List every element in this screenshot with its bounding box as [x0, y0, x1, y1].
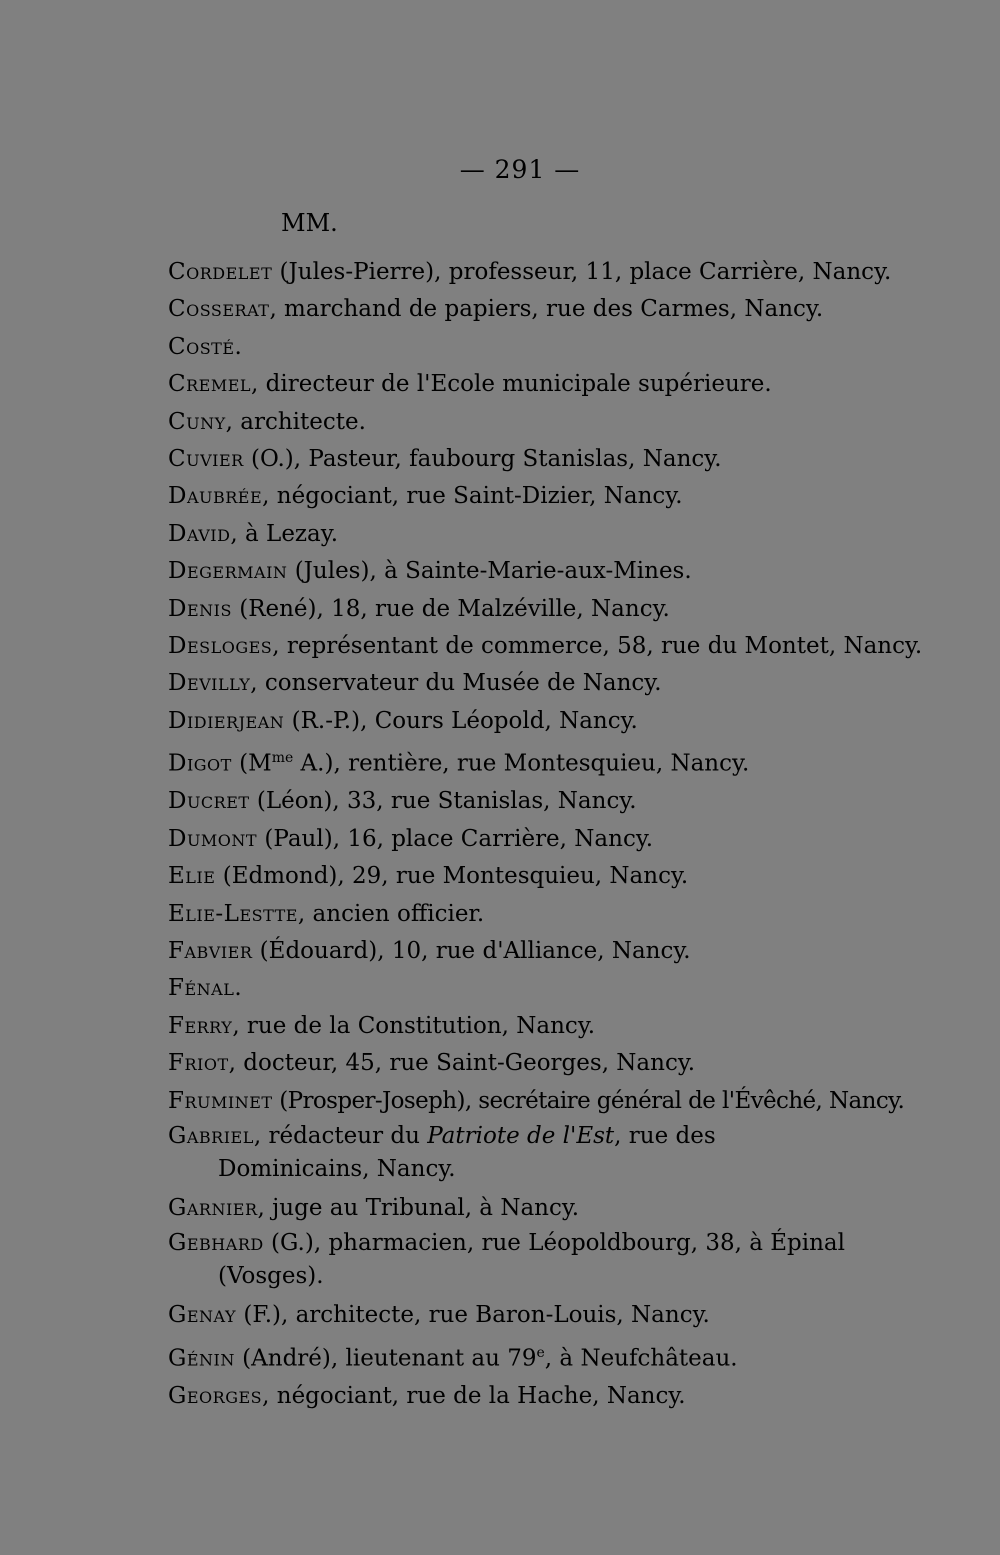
list-item [168, 366, 868, 403]
publication-title: Patriote de l'Est [427, 1123, 615, 1149]
list-item [168, 1120, 868, 1186]
member-details: A.), rentière, rue Montesquieu, Nancy. [293, 750, 750, 777]
member-name: Cosserat [168, 296, 270, 323]
member-name: Desloges [168, 633, 273, 660]
member-details: , marchand de papiers, rue des Carmes, Nancy. [269, 296, 824, 323]
list-item [168, 783, 868, 820]
member-details: , à Lezay. [230, 520, 339, 547]
list-item [168, 858, 868, 895]
member-name: David [168, 520, 231, 547]
member-details: , docteur, 45, rue Saint-Georges, Nancy. [228, 1050, 696, 1077]
list-item [168, 404, 868, 441]
list-item [168, 291, 868, 328]
member-details: , directeur de l'Ecole municipale supérieure. [251, 371, 772, 398]
member-name: Dumont [168, 825, 258, 852]
list-heading: MM. [281, 209, 338, 237]
list-item [168, 1045, 868, 1082]
member-details: , rue des Dominicains, Nancy. [218, 1123, 716, 1182]
member-name: Daubrée [168, 483, 263, 510]
member-name: Genay [168, 1302, 237, 1329]
member-details: , négociant, rue Saint-Dizier, Nancy. [262, 483, 683, 510]
member-name: Cordelet [168, 259, 273, 285]
member-name: Degermain [168, 558, 288, 585]
member-details: , juge au Tribunal, à Nancy. [257, 1195, 580, 1221]
superscript: e [536, 1344, 545, 1361]
member-name: Devilly [168, 670, 251, 697]
member-name: Denis [168, 595, 232, 622]
list-item [168, 740, 868, 783]
member-list [168, 254, 923, 1415]
member-name: Elie-Lestte [168, 900, 298, 927]
list-item [168, 1083, 905, 1120]
member-details: (Edmond), 29, rue Montesquieu, Nancy. [215, 863, 689, 890]
member-details-prefix: (M [231, 750, 272, 777]
member-name: Cuvier [168, 446, 244, 473]
member-details: . [234, 975, 242, 1002]
list-item [168, 1227, 868, 1293]
member-name: Georges [168, 1382, 263, 1409]
list-item [168, 516, 868, 553]
member-name: Ferry [168, 1012, 233, 1039]
member-name: Génin [168, 1345, 235, 1372]
list-item [168, 703, 868, 740]
member-name: Fabvier [168, 937, 253, 964]
member-details: (O.), Pasteur, faubourg Stanislas, Nancy. [243, 446, 722, 473]
member-details: (René), 18, rue de Malzéville, Nancy. [231, 595, 670, 622]
member-details: , négociant, rue de la Hache, Nancy. [262, 1382, 686, 1409]
member-details: , rue de la Constitution, Nancy. [232, 1012, 596, 1039]
member-name: Cuny [168, 408, 226, 435]
member-details: (Prosper-Joseph), secrétaire général de l'Évêché, Nancy. [272, 1087, 905, 1114]
member-details: (F.), architecte, rue Baron-Louis, Nancy. [236, 1302, 710, 1329]
list-item [168, 821, 868, 858]
member-details: (Jules-Pierre), professeur, 11, place Carrière, Nancy. [272, 259, 892, 285]
member-name: Gebhard [168, 1230, 264, 1257]
list-item [168, 329, 868, 366]
member-name: Didierjean [168, 707, 285, 734]
member-details: , architecte. [225, 408, 366, 435]
list-item [168, 628, 923, 665]
member-details: (Léon), 33, rue Stanislas, Nancy. [249, 788, 637, 815]
member-name: Fruminet [168, 1087, 273, 1114]
member-name: Elie [168, 863, 216, 890]
list-item [168, 1297, 868, 1334]
member-name: Gabriel [168, 1123, 254, 1149]
member-details: . [234, 333, 242, 360]
member-details-prefix: , rédacteur du [253, 1123, 428, 1149]
member-details: (Édouard), 10, rue d'Alliance, Nancy. [252, 937, 691, 964]
member-name: Garnier [168, 1195, 258, 1221]
member-name: Ducret [168, 788, 250, 815]
list-item [168, 665, 868, 702]
member-name: Cremel [168, 371, 252, 398]
list-item [168, 591, 868, 628]
list-item [168, 933, 868, 970]
list-item [168, 1008, 868, 1045]
member-details: , conservateur du Musée de Nancy. [250, 670, 662, 697]
list-item [168, 1378, 868, 1415]
list-item [168, 970, 868, 1007]
list-item [168, 896, 868, 933]
member-details: , représentant de commerce, 58, rue du Montet, Nancy. [272, 633, 923, 660]
member-details: , à Neufchâteau. [544, 1345, 738, 1372]
list-item [168, 553, 868, 590]
member-name: Digot [168, 750, 232, 777]
member-name: Fénal [168, 975, 235, 1002]
page-number: — 291 — [459, 155, 581, 184]
member-details-prefix: (André), lieutenant au 79 [234, 1345, 537, 1372]
list-item [168, 1335, 868, 1378]
member-details: (R.-P.), Cours Léopold, Nancy. [284, 707, 638, 734]
list-item [168, 254, 892, 291]
member-name: Costé [168, 333, 235, 360]
list-item [168, 441, 868, 478]
member-details: (Jules), à Sainte-Marie-aux-Mines. [287, 558, 692, 585]
list-item [168, 1190, 868, 1227]
list-item [168, 478, 868, 515]
superscript: me [271, 750, 294, 767]
member-details: (G.), pharmacien, rue Léopoldbourg, 38, à Épinal (Vosges). [218, 1230, 845, 1290]
member-name: Friot [168, 1050, 229, 1077]
member-details: , ancien officier. [297, 900, 485, 927]
member-details: (Paul), 16, place Carrière, Nancy. [257, 825, 654, 852]
